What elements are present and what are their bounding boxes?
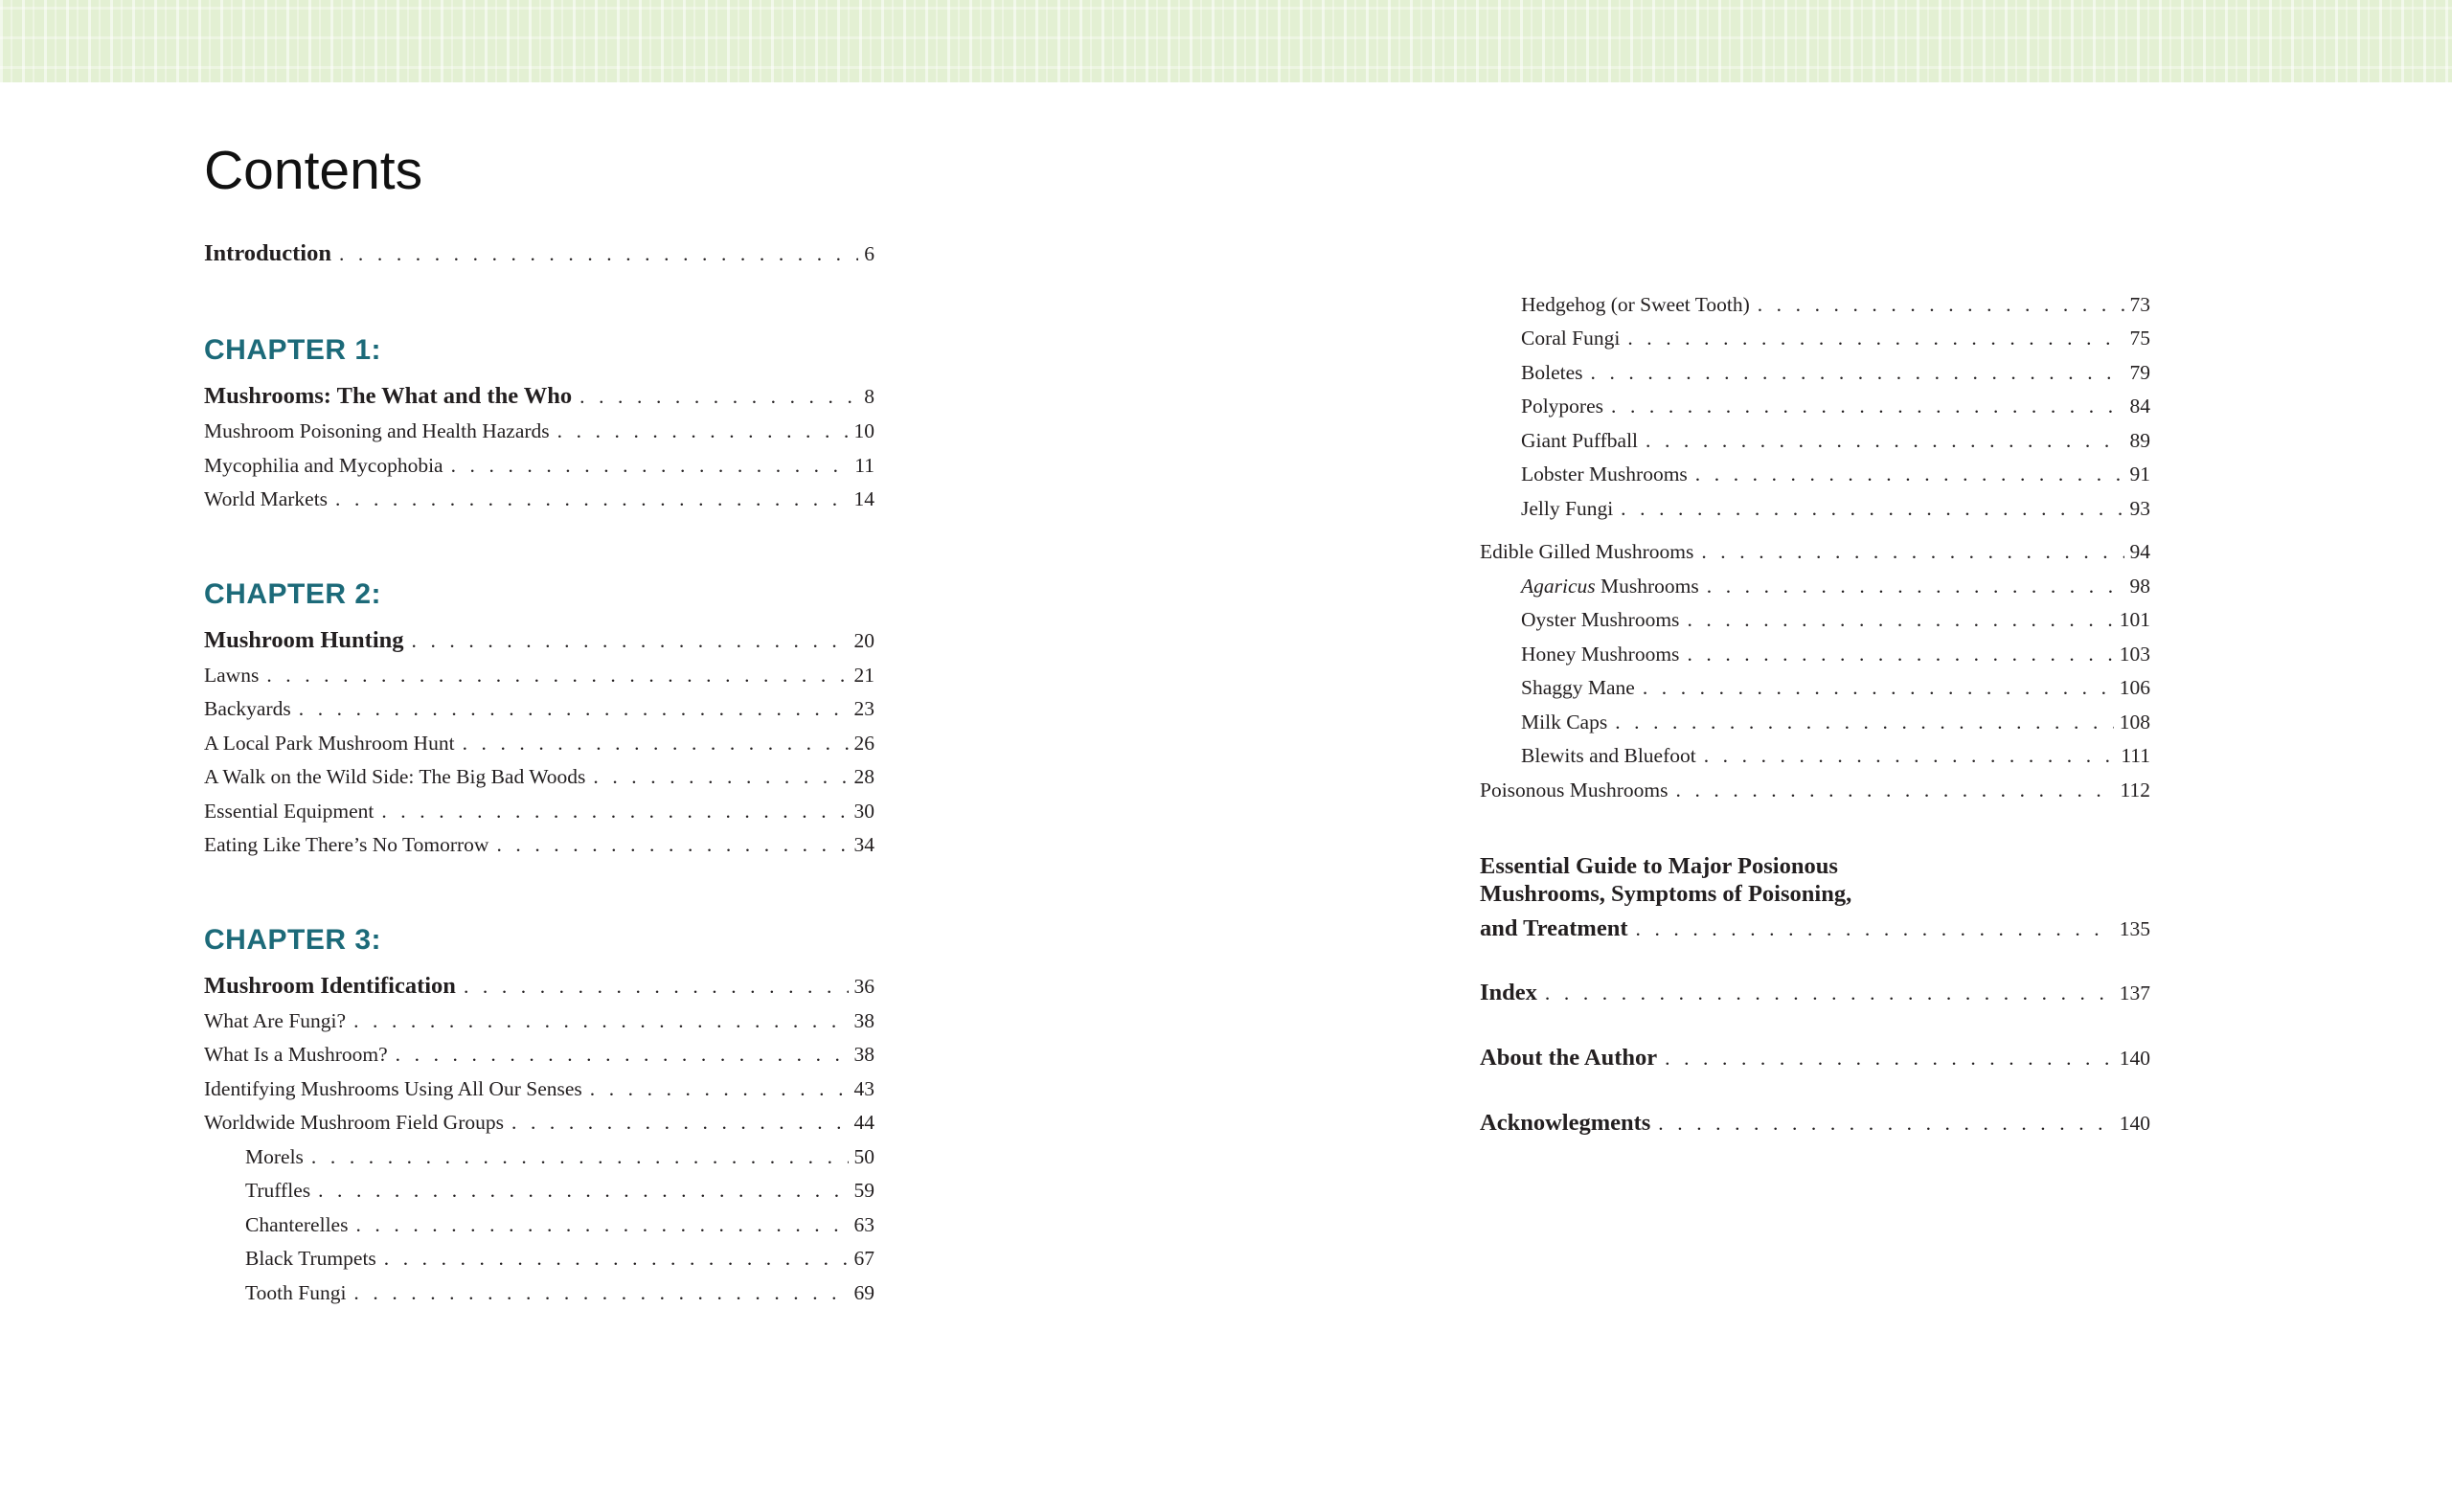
toc-label: Mushroom Hunting [204,627,404,653]
toc-label: Coral Fungi [1521,327,1621,350]
toc-page-number: 112 [2120,779,2150,801]
dot-leader [1687,643,2113,667]
toc-page-number: 98 [2129,575,2150,598]
toc-label: Mushroom Poisoning and Health Hazards [204,419,550,442]
toc-label: Lobster Mushrooms [1521,463,1688,485]
toc-label: and Treatment [1480,915,1628,941]
toc-page-number: 44 [853,1111,874,1134]
toc-page-number: 21 [853,664,874,687]
dot-leader [1704,744,2116,769]
toc-entry[interactable] [204,1111,874,1136]
dot-leader [1615,711,2114,735]
dot-leader [463,732,849,756]
toc-page-number: 89 [2129,429,2150,452]
page-title: Contents [204,140,423,201]
dot-leader [1636,917,2114,942]
decorative-header-band [0,0,2452,82]
toc-subentry[interactable] [1521,643,2150,667]
toc-page-number: 73 [2129,293,2150,316]
toc-label: About the Author [1480,1045,1658,1071]
dot-leader [299,697,849,722]
toc-page-number: 26 [853,732,874,755]
toc-entry[interactable] [204,800,874,824]
toc-page-number: 108 [2119,711,2150,733]
dot-leader [1643,676,2114,701]
dot-leader [353,1009,848,1034]
dot-leader [412,629,849,654]
dot-leader [464,975,849,1000]
toc-page-number: 101 [2119,608,2150,631]
toc-page-number: 6 [864,242,874,265]
toc-label-italic: Agaricus [1521,575,1596,598]
dot-leader [353,1281,848,1306]
toc-page-number: 11 [854,454,874,477]
toc-subentry[interactable] [1521,497,2150,522]
toc-label: Backyards [204,697,291,720]
dot-leader [1665,1047,2114,1072]
dot-leader [1707,575,2124,599]
toc-subentry[interactable] [1521,327,2150,351]
toc-subentry[interactable] [1521,293,2150,318]
toc-page-number: 75 [2129,327,2150,350]
toc-label: Eating Like There’s No Tomorrow [204,833,489,856]
toc-page-number: 94 [2129,540,2150,563]
toc-label: Milk Caps [1521,711,1608,733]
toc-label: Hedgehog (or Sweet Tooth) [1521,293,1750,316]
dot-leader [396,1043,849,1068]
dot-leader [1701,540,2123,565]
toc-label: Giant Puffball [1521,429,1639,452]
toc-page-number: 20 [853,629,874,652]
dot-leader [451,454,850,479]
toc-subentry[interactable] [245,1213,874,1238]
dot-leader [1621,497,2123,522]
chapter-heading: CHAPTER 1: [204,334,382,366]
toc-page-number: 50 [853,1145,874,1168]
toc-page-number: 84 [2129,395,2150,417]
chapter-heading: CHAPTER 3: [204,924,382,956]
chapter-heading: CHAPTER 2: [204,578,382,610]
dot-leader [318,1179,848,1204]
toc-page-number: 28 [853,765,874,788]
toc-entry[interactable] [204,1009,874,1034]
toc-entry[interactable] [1480,540,2150,565]
toc-page-number: 91 [2129,463,2150,485]
toc-page-number: 140 [2119,1047,2150,1070]
toc-label: What Is a Mushroom? [204,1043,388,1066]
toc-page-number: 63 [853,1213,874,1236]
toc-label: Oyster Mushrooms [1521,608,1680,631]
dot-leader [339,242,858,267]
toc-label: Identifying Mushrooms Using All Our Senses [204,1077,582,1100]
toc-label: Acknowlegments [1480,1110,1651,1136]
dot-leader [311,1145,849,1170]
toc-subentry[interactable] [245,1145,874,1170]
toc-entry[interactable] [204,1077,874,1102]
toc-label: Worldwide Mushroom Field Groups [204,1111,504,1134]
dot-leader [511,1111,849,1136]
toc-entry-introduction[interactable] [204,239,874,267]
toc-entry-chapter-title[interactable] [204,972,874,1000]
toc-label: What Are Fungi? [204,1009,347,1032]
toc-label-rest: Mushrooms [1595,575,1699,598]
toc-subentry[interactable] [245,1281,874,1306]
toc-page-number: 23 [853,697,874,720]
dot-leader [384,1247,849,1272]
toc-label: A Local Park Mushroom Hunt [204,732,455,755]
toc-entry[interactable] [204,765,874,790]
dot-leader [1758,293,2124,318]
dot-leader [1545,982,2114,1006]
toc-page-number: 69 [853,1281,874,1304]
dot-leader [1658,1112,2113,1137]
toc-label: Index [1480,980,1537,1005]
dot-leader [381,800,848,824]
toc-page-number: 34 [853,833,874,856]
dot-leader [1591,361,2124,386]
toc-page-number: 111 [2121,744,2150,767]
toc-label: Blewits and Bluefoot [1521,744,1696,767]
toc-label: Introduction [204,240,331,266]
toc-page-number: 140 [2119,1112,2150,1135]
toc-label: Edible Gilled Mushrooms [1480,540,1694,563]
toc-page-number: 67 [853,1247,874,1270]
toc-label-line: Essential Guide to Major Posionous [1480,853,1838,879]
toc-subentry[interactable] [245,1179,874,1204]
toc-label: Poisonous Mushrooms [1480,779,1669,801]
toc-label: Mycophilia and Mycophobia [204,454,443,477]
toc-page-number: 43 [853,1077,874,1100]
toc-page-number: 38 [853,1009,874,1032]
dot-leader [579,385,858,410]
toc-entry[interactable] [204,1043,874,1068]
toc-label: A Walk on the Wild Side: The Big Bad Woods [204,765,586,788]
toc-label: Morels [245,1145,304,1168]
toc-page-number: 106 [2119,676,2150,699]
toc-label: Jelly Fungi [1521,497,1614,520]
toc-entry[interactable] [204,454,874,479]
dot-leader [1695,463,2124,487]
toc-page-number: 14 [853,487,874,510]
toc-subentry[interactable] [245,1247,874,1272]
toc-label: Black Trumpets [245,1247,376,1270]
toc-entry-essential-guide-last-line[interactable] [1480,914,2150,942]
toc-label: Chanterelles [245,1213,349,1236]
dot-leader [496,833,848,858]
toc-subentry[interactable] [1521,676,2150,701]
toc-entry[interactable] [1480,779,2150,803]
toc-entry-index[interactable] [1480,979,2150,1006]
toc-entry-about-author[interactable] [1480,1044,2150,1072]
toc-page-number: 10 [853,419,874,442]
toc-entry[interactable] [204,664,874,688]
toc-entry-chapter-title[interactable] [204,626,874,654]
dot-leader [1627,327,2123,351]
dot-leader [335,487,848,512]
toc-subentry[interactable] [1521,608,2150,633]
toc-label: Lawns [204,664,260,687]
toc-entry[interactable] [204,732,874,756]
toc-entry[interactable] [204,697,874,722]
toc-page-number: 135 [2119,917,2150,940]
toc-subentry[interactable] [1521,744,2150,769]
toc-label: Honey Mushrooms [1521,643,1680,666]
toc-subentry[interactable] [1521,711,2150,735]
toc-entry[interactable] [204,419,874,444]
toc-page-number: 79 [2129,361,2150,384]
dot-leader [355,1213,848,1238]
toc-label-line: Mushrooms, Symptoms of Poisoning, [1480,881,1852,908]
toc-label: Truffles [245,1179,311,1202]
toc-label: Mushroom Identification [204,973,456,999]
toc-label [1521,575,1699,599]
toc-page-number: 59 [853,1179,874,1202]
toc-page-number: 36 [853,975,874,998]
toc-entry[interactable] [204,833,874,858]
toc-label: Tooth Fungi [245,1281,347,1304]
toc-subentry[interactable] [1521,361,2150,386]
dot-leader [1687,608,2113,633]
toc-subentry[interactable] [1521,575,2150,599]
dot-leader [590,1077,849,1102]
toc-subentry[interactable] [1521,429,2150,454]
toc-label: Boletes [1521,361,1583,384]
toc-page-number: 93 [2129,497,2150,520]
dot-leader [593,765,848,790]
toc-label: World Markets [204,487,329,510]
dot-leader [1646,429,2123,454]
toc-page-number: 30 [853,800,874,823]
toc-entry-essential-guide[interactable] [1480,852,2150,909]
dot-leader [266,664,848,688]
toc-page-number: 38 [853,1043,874,1066]
toc-label: Essential Equipment [204,800,375,823]
dot-leader [557,419,849,444]
dot-leader [1676,779,2115,803]
toc-page-number: 137 [2119,982,2150,1004]
toc-entry-acknowledgments[interactable] [1480,1109,2150,1137]
toc-entry[interactable] [204,487,874,512]
dot-leader [1611,395,2124,419]
toc-page-number: 8 [864,385,874,408]
toc-subentry[interactable] [1521,395,2150,419]
toc-label: Polypores [1521,395,1603,417]
toc-page-number: 103 [2119,643,2150,666]
toc-entry-chapter-title[interactable] [204,382,874,410]
toc-label: Shaggy Mane [1521,676,1635,699]
toc-subentry[interactable] [1521,463,2150,487]
toc-label: Mushrooms: The What and the Who [204,383,573,409]
